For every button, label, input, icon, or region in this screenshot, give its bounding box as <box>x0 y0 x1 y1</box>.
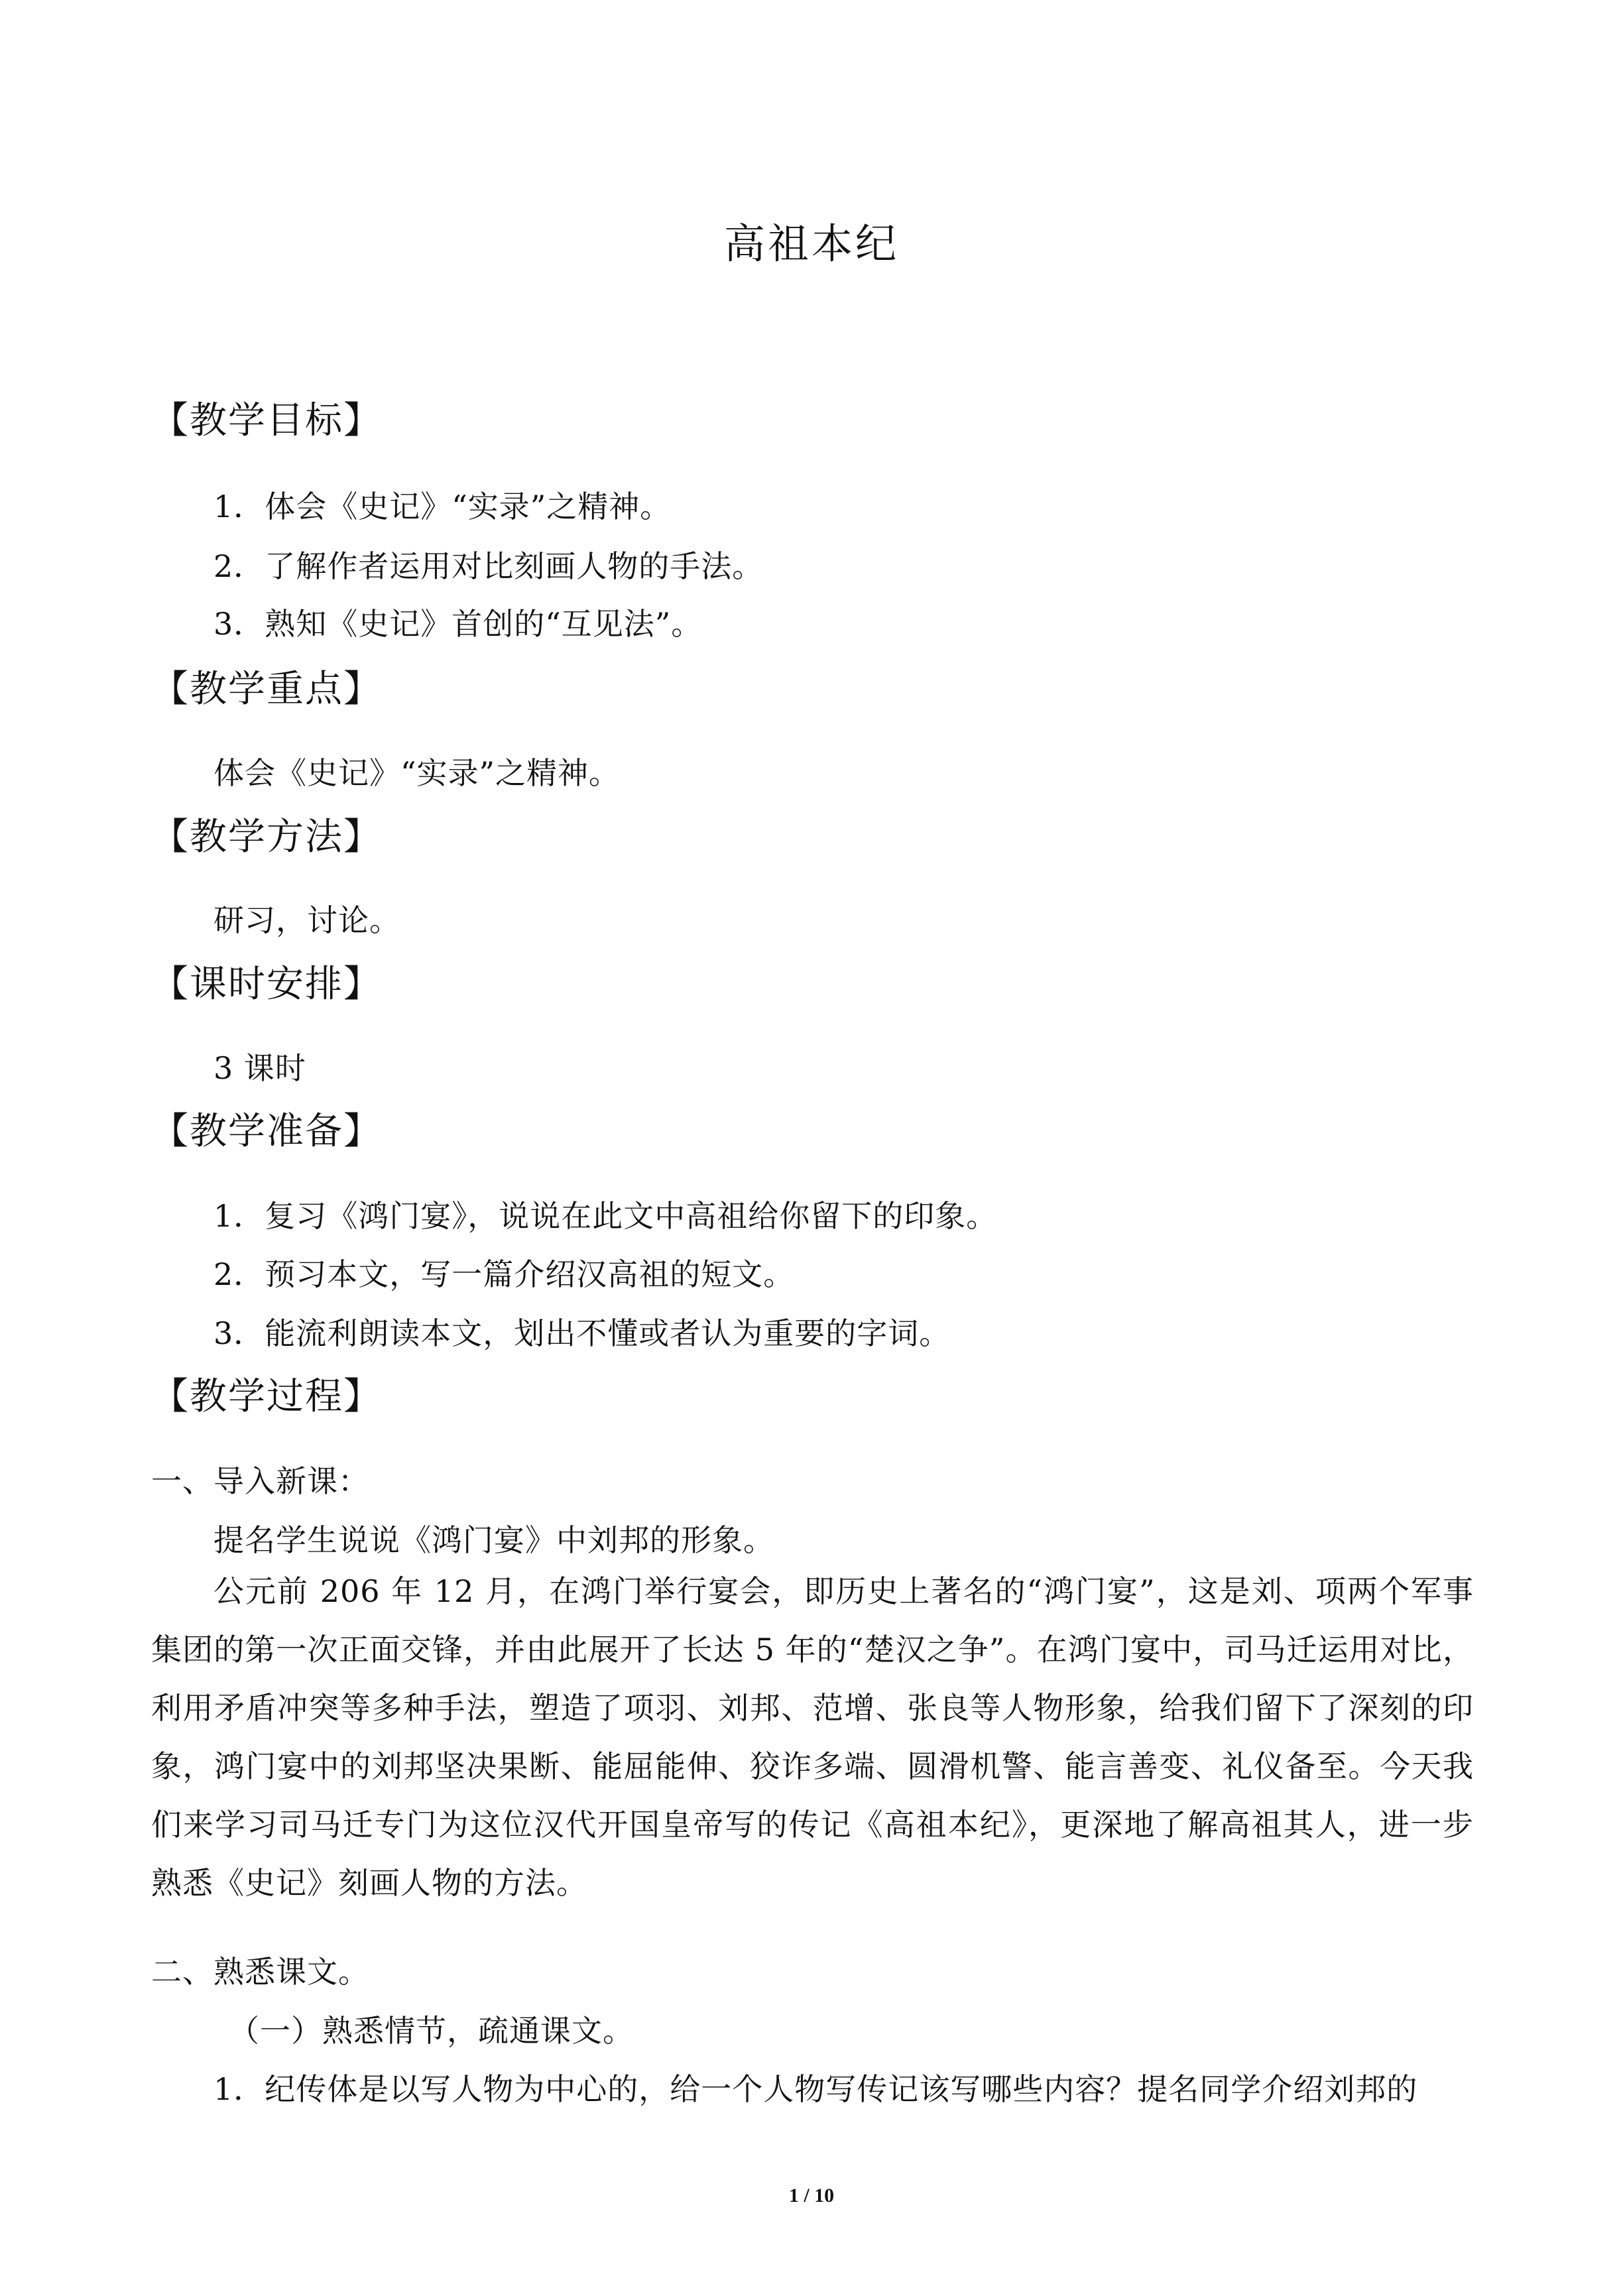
process-part1-paragraph: 公元前 206 年 12 月，在鸿门举行宴会，即历史上著名的“鸿门宴”，这是刘、项两个军事集团的第一次正面交锋，并由此展开了长达 5 年的“楚汉之争”。在鸿门宴中，司马迁运用对比，利用矛盾冲突等多种手法，塑造了项羽、刘邦、范增、张良等人物形象，给我们留下了深刻的印象，鸿门宴中的刘邦坚决果断、能屈能伸、狡诈多端、圆滑机警、能言善变、礼仪备至。今天我们来学习司马迁专门为这位汉代开国皇帝写的传记《高祖本纪》，更深地了解高祖其人，进一步熟悉《史记》刻画人物的方法。 <box>151 1573 1474 1901</box>
heading-method: 【教学方法】 <box>151 816 382 859</box>
method-text: 研习，讨论。 <box>213 902 400 938</box>
goal-item-2: 2．了解作者运用对比刻画人物的手法。 <box>213 548 764 584</box>
process-part2-title: 二、熟悉课文。 <box>151 1954 369 1990</box>
heading-focus: 【教学重点】 <box>151 668 382 711</box>
process-part1-line: 提名学生说说《鸿门宴》中刘邦的形象。 <box>213 1522 774 1558</box>
prep-item-2: 2．预习本文，写一篇介绍汉高祖的短文。 <box>213 1256 795 1292</box>
process-part2-sub: （一）熟悉情节，疏通课文。 <box>229 2013 634 2049</box>
focus-text: 体会《史记》“实录”之精神。 <box>213 755 621 791</box>
process-part1-title: 一、导入新课： <box>151 1463 369 1499</box>
prep-item-3: 3．能流利朗读本文，划出不懂或者认为重要的字词。 <box>213 1315 951 1351</box>
goal-item-1: 1．体会《史记》“实录”之精神。 <box>213 489 672 524</box>
heading-prep: 【教学准备】 <box>151 1110 382 1153</box>
process-part2-item-1: 1．纪传体是以写人物为中心的，给一个人物写传记该写哪些内容？提名同学介绍刘邦的 <box>213 2071 1418 2107</box>
heading-schedule: 【课时安排】 <box>151 963 382 1006</box>
page-title: 高祖本纪 <box>723 219 899 268</box>
prep-item-1: 1．复习《鸿门宴》，说说在此文中高祖给你留下的印象。 <box>213 1198 998 1234</box>
page-number: 1 / 10 <box>788 2185 835 2206</box>
heading-goals: 【教学目标】 <box>151 399 382 442</box>
heading-process: 【教学过程】 <box>151 1375 382 1418</box>
schedule-text: 3 课时 <box>213 1050 306 1086</box>
goal-item-3: 3．熟知《史记》首创的“互见法”。 <box>213 606 703 642</box>
